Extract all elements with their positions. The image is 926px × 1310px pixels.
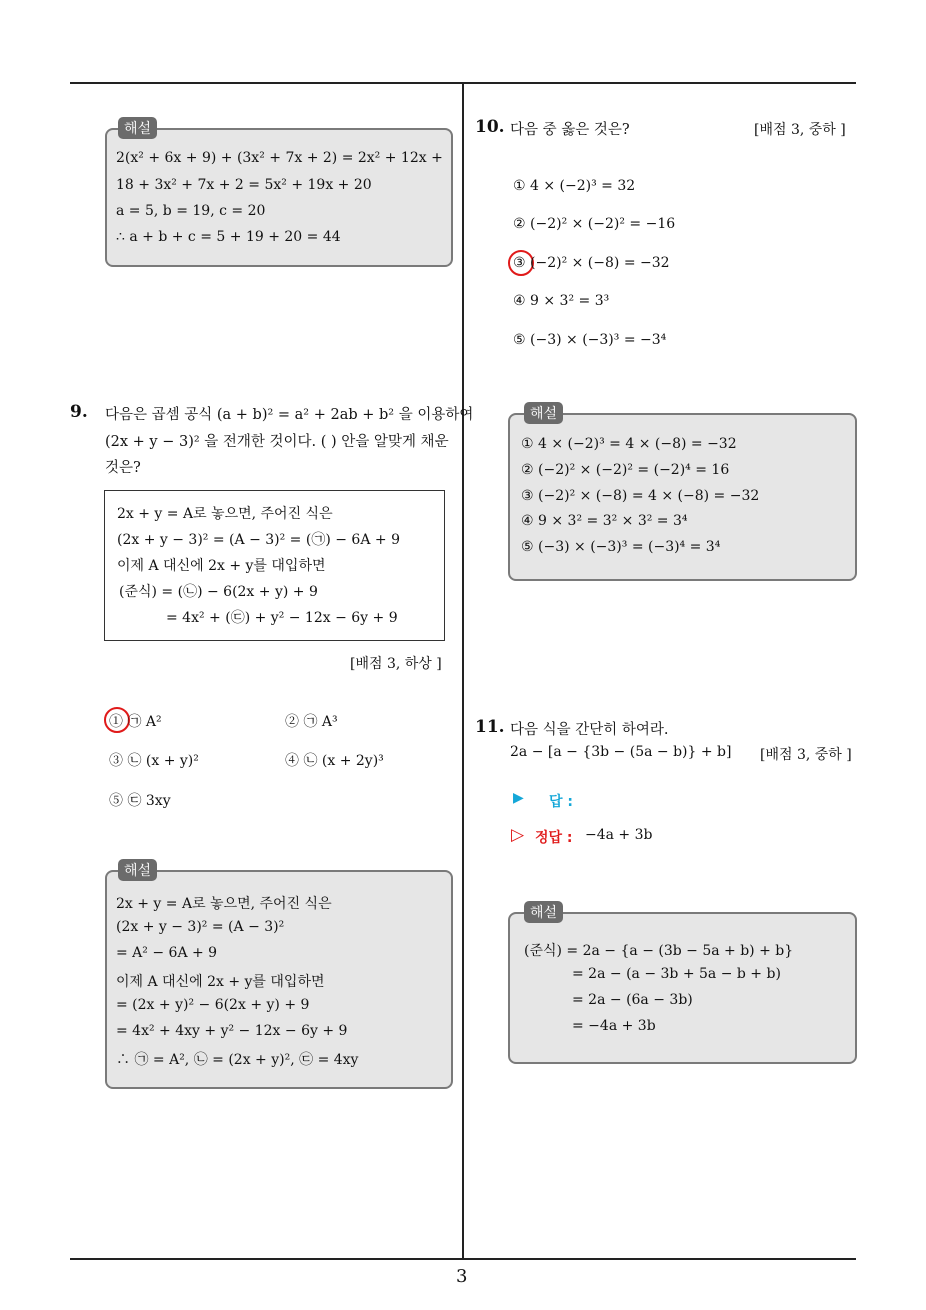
q8-solution-line: ∴ a + b + c = 5 + 19 + 20 = 44 [116, 229, 341, 245]
q9-option[interactable]: ③ ㉡ (x + y)² [109, 753, 199, 769]
answer-marker-icon: ▶ [513, 790, 524, 806]
q9-solution-line: 2x + y = A로 놓으면, 주어진 식은 [116, 896, 332, 912]
q11-solution-line: = −4a + 3b [572, 1018, 656, 1034]
q10-solution-line: ② (−2)² × (−2)² = (−2)⁴ = 16 [521, 462, 730, 478]
q9-solution-line: = 4x² + 4xy + y² − 12x − 6y + 9 [116, 1023, 348, 1039]
q9-frame-line: = 4x² + (㉢) + y² − 12x − 6y + 9 [166, 610, 398, 626]
column-divider [462, 84, 464, 1259]
q10-solution-line: ① 4 × (−2)³ = 4 × (−8) = −32 [521, 436, 737, 452]
q11-expression: 2a − [a − {3b − (5a − b)} + b] [510, 744, 732, 760]
q9-frame-line: (준식) = (㉡) − 6(2x + y) + 9 [119, 584, 318, 600]
correct-marker-icon: ▷ [511, 825, 525, 845]
q11-solution-line: = 2a − (a − 3b + 5a − b + b) [572, 966, 781, 982]
correct-value: −4a + 3b [585, 827, 653, 843]
q9-solution-line: (2x + y − 3)² = (A − 3)² [116, 919, 285, 935]
q10-number: 10. [475, 117, 505, 137]
q10-text: 다음 중 옳은 것은? [510, 122, 630, 138]
q9-solution-line: 이제 A 대신에 2x + y를 대입하면 [116, 974, 325, 990]
q8-solution-box [105, 128, 453, 267]
q9-solution-line: ∴ ㉠ = A², ㉡ = (2x + y)², ㉢ = 4xy [116, 1052, 359, 1068]
q11-text: 다음 식을 간단히 하여라. [510, 722, 669, 738]
q10-option[interactable]: ③ (−2)² × (−8) = −32 [513, 255, 670, 271]
q9-text-line: 다음은 곱셈 공식 (a + b)² = a² + 2ab + b² 을 이용하여 [105, 407, 474, 423]
answer-label: 답 : [549, 794, 573, 810]
q8-solution-tag: 해설 [118, 117, 157, 139]
q10-points: [배점 3, 중하 ] [754, 122, 846, 138]
q11-points: [배점 3, 중하 ] [760, 747, 852, 763]
q10-option[interactable]: ② (−2)² × (−2)² = −16 [513, 216, 676, 232]
q10-option[interactable]: ⑤ (−3) × (−3)³ = −3⁴ [513, 332, 667, 348]
q11-solution-tag: 해설 [524, 901, 563, 923]
q9-option[interactable]: ① ㉠ A² [109, 714, 162, 730]
q10-solution-tag: 해설 [524, 402, 563, 424]
bottom-rule [70, 1258, 856, 1260]
q10-option[interactable]: ① 4 × (−2)³ = 32 [513, 178, 636, 194]
q10-solution-line: ⑤ (−3) × (−3)³ = (−3)⁴ = 3⁴ [521, 539, 721, 555]
q9-option[interactable]: ⑤ ㉢ 3xy [109, 793, 171, 809]
q10-option[interactable]: ④ 9 × 3² = 3³ [513, 293, 610, 309]
q9-solution-line: = (2x + y)² − 6(2x + y) + 9 [116, 997, 310, 1013]
q11-number: 11. [475, 717, 505, 737]
q11-solution-line: = 2a − (6a − 3b) [572, 992, 693, 1008]
q9-number: 9. [70, 402, 88, 422]
q9-text-line: 것은? [105, 460, 141, 476]
q8-solution-line: 18 + 3x² + 7x + 2 = 5x² + 19x + 20 [116, 177, 372, 193]
q9-text-line: (2x + y − 3)² 을 전개한 것이다. ( ) 안을 알맞게 채운 [105, 434, 449, 450]
q9-solution-tag: 해설 [118, 859, 157, 881]
q9-option[interactable]: ④ ㉡ (x + 2y)³ [285, 753, 384, 769]
q10-solution-line: ③ (−2)² × (−8) = 4 × (−8) = −32 [521, 488, 760, 504]
q8-solution-line: a = 5, b = 19, c = 20 [116, 203, 266, 219]
correct-label: 정답 : [535, 830, 573, 846]
q9-frame-line: 이제 A 대신에 2x + y를 대입하면 [117, 558, 326, 574]
q9-option[interactable]: ② ㉠ A³ [285, 714, 338, 730]
q9-frame-line: 2x + y = A로 놓으면, 주어진 식은 [117, 506, 333, 522]
page-number: 3 [456, 1266, 468, 1287]
q11-solution-box [508, 912, 857, 1064]
q9-points: [배점 3, 하상 ] [350, 656, 442, 672]
q9-solution-line: = A² − 6A + 9 [116, 945, 218, 961]
q8-solution-line: 2(x² + 6x + 9) + (3x² + 7x + 2) = 2x² + 12x + [116, 150, 443, 166]
q11-solution-line: (준식) = 2a − {a − (3b − 5a + b) + b} [524, 943, 794, 959]
q10-solution-line: ④ 9 × 3² = 3² × 3² = 3⁴ [521, 513, 688, 529]
q9-frame-line: (2x + y − 3)² = (A − 3)² = (㉠) − 6A + 9 [117, 532, 400, 548]
